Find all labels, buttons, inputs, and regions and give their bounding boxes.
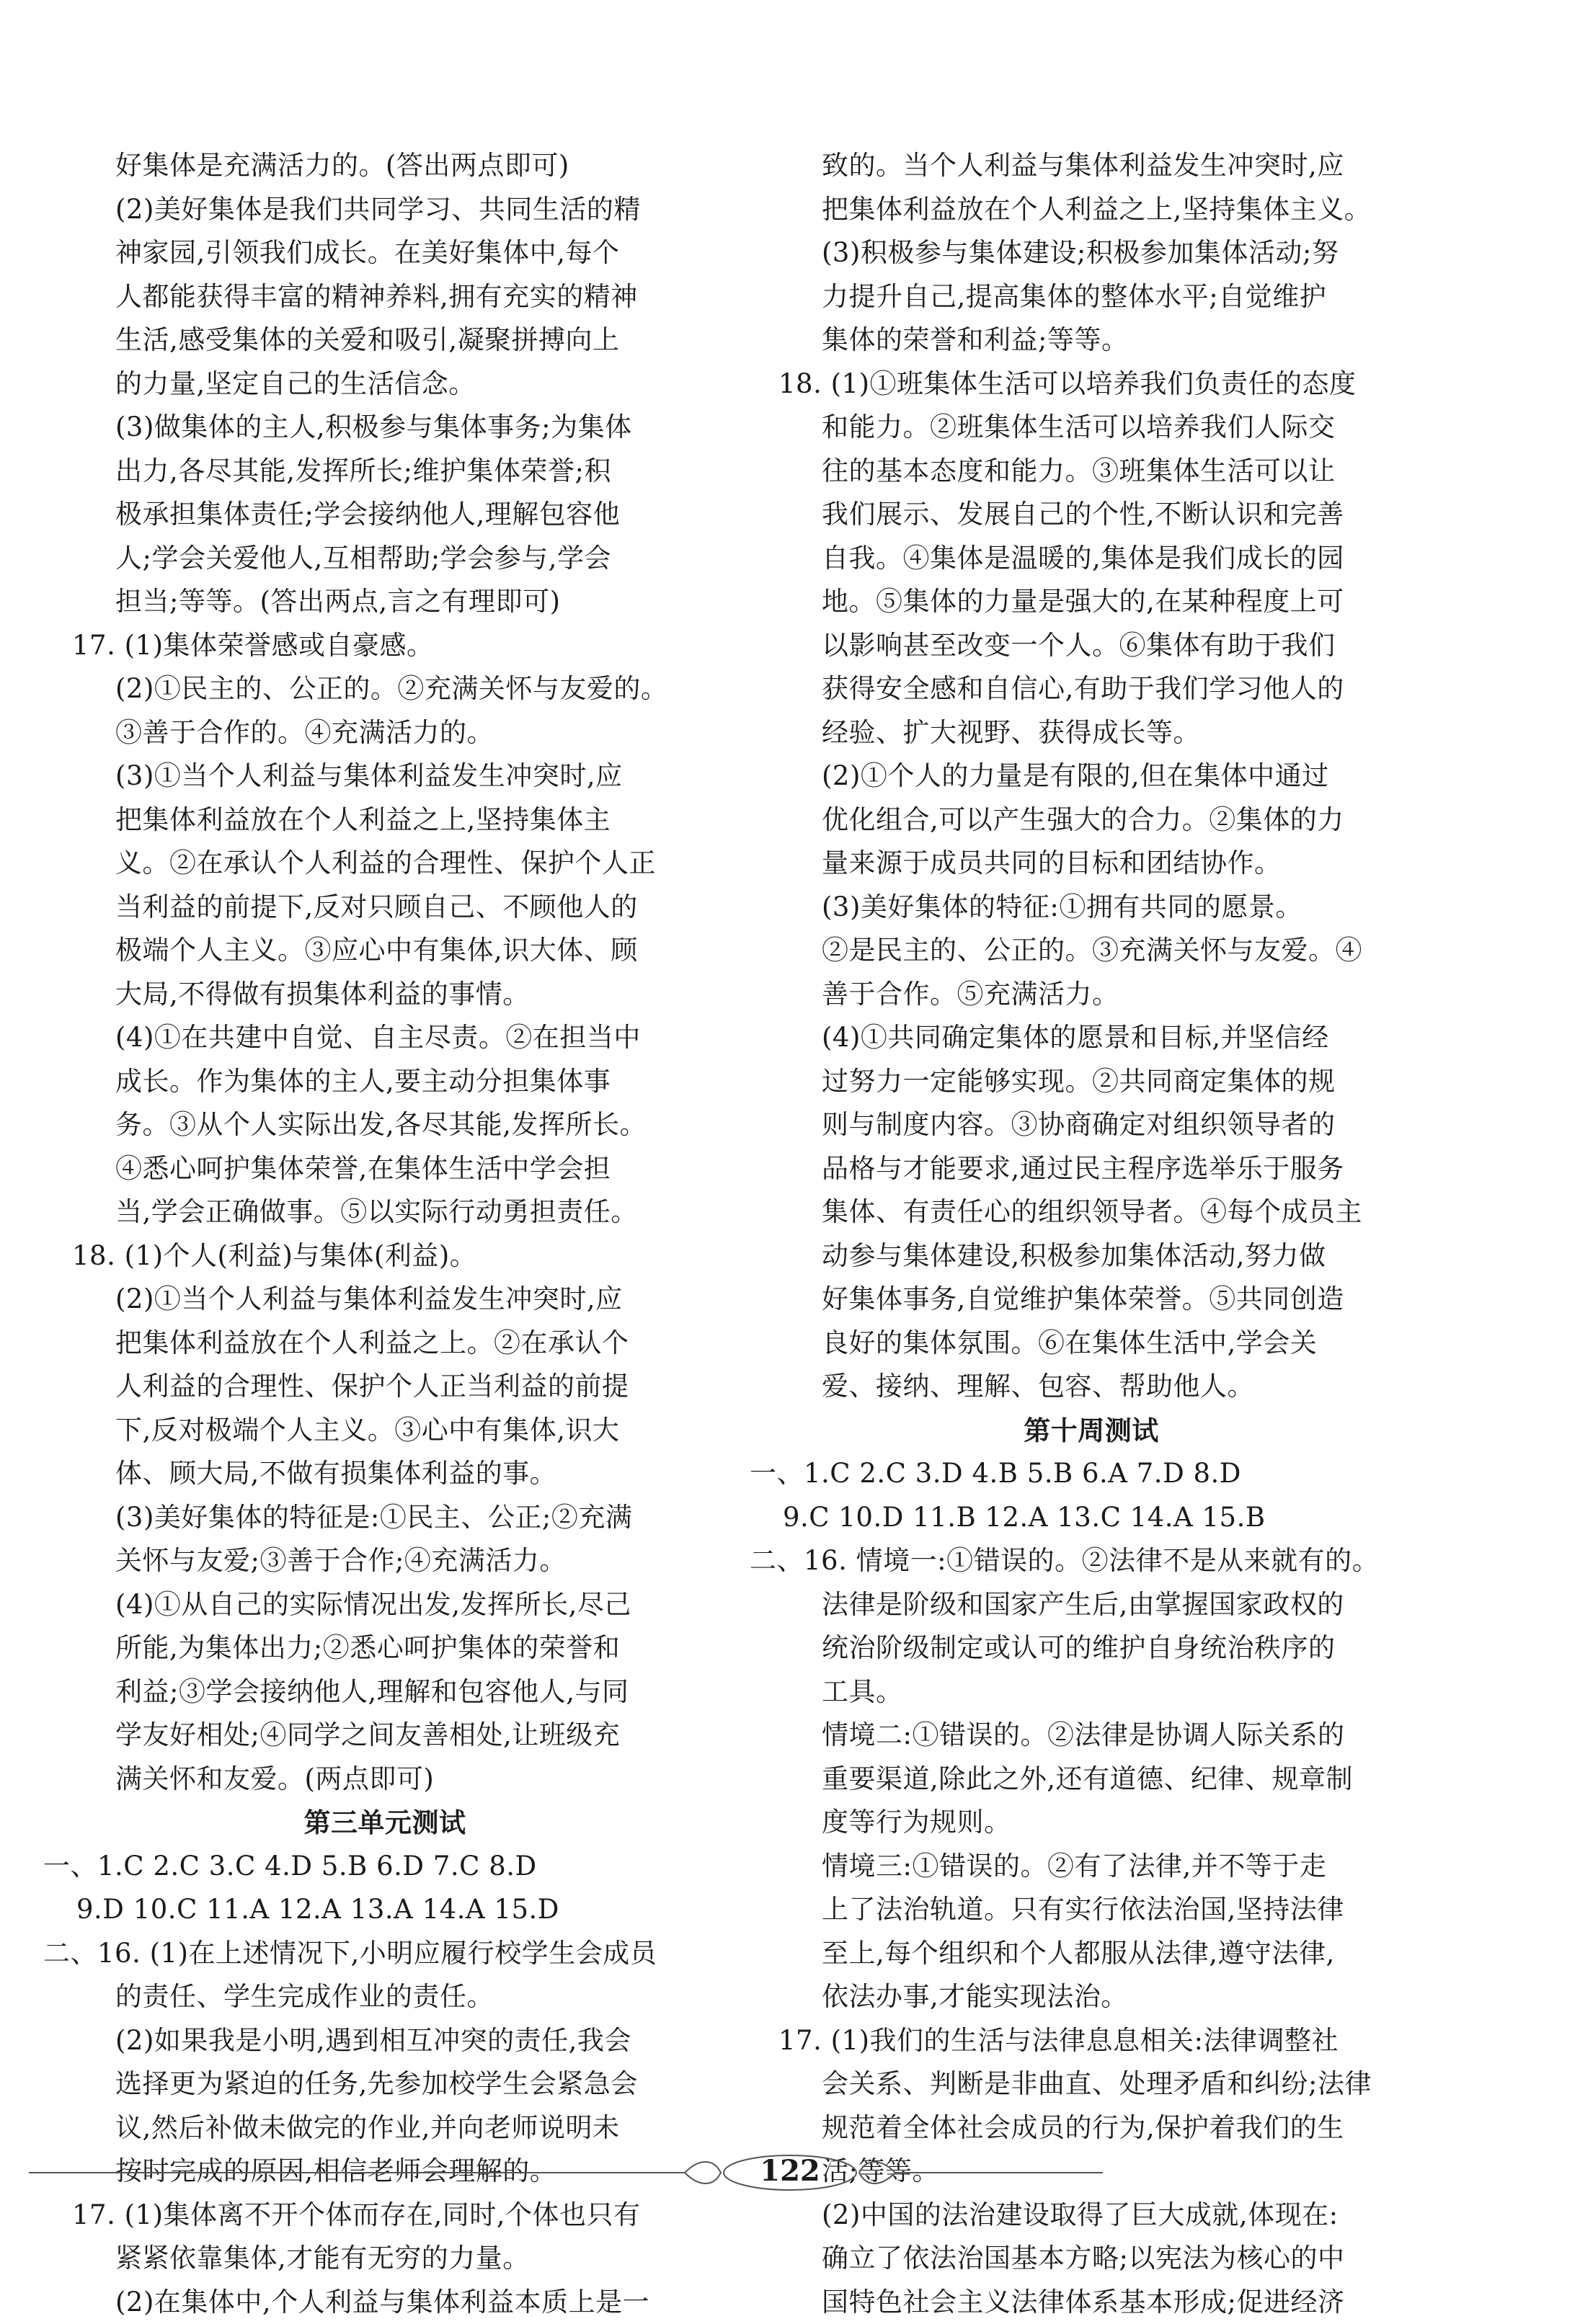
- text-line: 学友好相处;④同学之间友善相处,让班级充: [43, 1714, 727, 1758]
- text-line: 18. (1)个人(利益)与集体(利益)。: [43, 1234, 727, 1278]
- text-line: 所能,为集体出力;②悉心呵护集体的荣誉和: [43, 1626, 727, 1670]
- text-line: 把集体利益放在个人利益之上,坚持集体主: [43, 798, 727, 842]
- text-line: 成长。作为集体的主人,要主动分担集体事: [43, 1060, 727, 1104]
- section-heading: 第十周测试: [750, 1409, 1433, 1453]
- text-line: ③善于合作的。④充满活力的。: [43, 711, 727, 755]
- text-line: (2)①个人的力量是有限的,但在集体中通过: [750, 754, 1433, 798]
- text-line: 我们展示、发展自己的个性,不断认识和完善: [750, 493, 1433, 537]
- page-footer: [0, 2151, 1580, 2194]
- text-line: 17. (1)集体荣誉感或自豪感。: [43, 624, 727, 668]
- text-line: 好集体事务,自觉维护集体荣誉。⑤共同创造: [750, 1278, 1433, 1322]
- text-line: 极端个人主义。③应心中有集体,识大体、顾: [43, 929, 727, 973]
- text-line: 地。⑤集体的力量是强大的,在某种程度上可: [750, 580, 1433, 624]
- text-line: 品格与才能要求,通过民主程序选举乐于服务: [750, 1147, 1433, 1191]
- text-line: 二、16. 情境一:①错误的。②法律不是从来就有的。: [750, 1539, 1433, 1583]
- text-line: 和能力。②班集体生活可以培养我们人际交: [750, 406, 1433, 450]
- text-line: 以影响甚至改变一个人。⑥集体有助于我们: [750, 624, 1433, 668]
- text-line: 18. (1)①班集体生活可以培养我们负责任的态度: [750, 362, 1433, 406]
- text-line: 爱、接纳、理解、包容、帮助他人。: [750, 1365, 1433, 1409]
- text-line: 出力,各尽其能,发挥所长;维护集体荣誉;积: [43, 450, 727, 494]
- text-line: (3)美好集体的特征:①拥有共同的愿景。: [750, 886, 1433, 930]
- text-line: 的力量,坚定自己的生活信念。: [43, 362, 727, 406]
- text-line: 量来源于成员共同的目标和团结协作。: [750, 842, 1433, 886]
- text-line: 会关系、判断是非曲直、处理矛盾和纠纷;法律: [750, 2062, 1433, 2106]
- page-number: 122: [721, 2151, 859, 2191]
- text-line: (3)积极参与集体建设;积极参加集体活动;努: [750, 231, 1433, 275]
- text-line: 神家园,引领我们成长。在美好集体中,每个: [43, 231, 727, 275]
- text-line: 往的基本态度和能力。③班集体生活可以让: [750, 450, 1433, 494]
- text-line: 选择更为紧迫的任务,先参加校学生会紧急会: [43, 2062, 727, 2106]
- text-line: 大局,不得做有损集体利益的事情。: [43, 973, 727, 1017]
- text-line: 优化组合,可以产生强大的合力。②集体的力: [750, 798, 1433, 842]
- text-line: 集体的荣誉和利益;等等。: [750, 319, 1433, 362]
- text-line: 当,学会正确做事。⑤以实际行动勇担责任。: [43, 1190, 727, 1234]
- text-line: (4)①在共建中自觉、自主尽责。②在担当中: [43, 1016, 727, 1060]
- text-line: (2)①民主的、公正的。②充满关怀与友爱的。: [43, 667, 727, 711]
- text-line: (3)①当个人利益与集体利益发生冲突时,应: [43, 754, 727, 798]
- text-line: 人;学会关爱他人,互相帮助;学会参与,学会: [43, 537, 727, 581]
- text-line: 人都能获得丰富的精神养料,拥有充实的精神: [43, 275, 727, 319]
- text-line: 关怀与友爱;③善于合作;④充满活力。: [43, 1539, 727, 1583]
- text-line: 9.C 10.D 11.B 12.A 13.C 14.A 15.B: [750, 1496, 1433, 1540]
- text-line: 依法办事,才能实现法治。: [750, 1975, 1433, 2019]
- text-line: 自我。④集体是温暖的,集体是我们成长的园: [750, 537, 1433, 581]
- text-line: (2)在集体中,个人利益与集体利益本质上是一: [43, 2281, 727, 2324]
- text-line: 重要渠道,除此之外,还有道德、纪律、规章制: [750, 1758, 1433, 1802]
- right-column: [750, 144, 1433, 2324]
- text-line: 情境三:①错误的。②有了法律,并不等于走: [750, 1845, 1433, 1889]
- text-line: 义。②在承认个人利益的合理性、保护个人正: [43, 842, 727, 886]
- text-line: 担当;等等。(答出两点,言之有理即可): [43, 580, 727, 624]
- text-line: 善于合作。⑤充满活力。: [750, 973, 1433, 1017]
- text-line: 经验、扩大视野、获得成长等。: [750, 711, 1433, 755]
- text-line: ②是民主的、公正的。③充满关怀与友爱。④: [750, 929, 1433, 973]
- section-heading: 第三单元测试: [43, 1801, 727, 1845]
- text-line: 的责任、学生完成作业的责任。: [43, 1975, 727, 2019]
- text-line: 良好的集体氛围。⑥在集体生活中,学会关: [750, 1322, 1433, 1366]
- text-line: 按时完成的原因,相信老师会理解的。: [43, 2150, 727, 2194]
- text-line: 体、顾大局,不做有损集体利益的事。: [43, 1452, 727, 1496]
- text-line: 确立了依法治国基本方略;以宪法为核心的中: [750, 2237, 1433, 2281]
- text-line: 二、16. (1)在上述情况下,小明应履行校学生会成员: [43, 1932, 727, 1976]
- text-line: 情境二:①错误的。②法律是协调人际关系的: [750, 1714, 1433, 1758]
- text-line: (2)如果我是小明,遇到相互冲突的责任,我会: [43, 2019, 727, 2063]
- text-line: 一、1.C 2.C 3.D 4.B 5.B 6.A 7.D 8.D: [750, 1452, 1433, 1496]
- text-line: 9.D 10.C 11.A 12.A 13.A 14.A 15.D: [43, 1888, 727, 1932]
- text-line: 规范着全体社会成员的行为,保护着我们的生: [750, 2106, 1433, 2150]
- text-line: 议,然后补做未做完的作业,并向老师说明未: [43, 2106, 727, 2150]
- text-line: 一、1.C 2.C 3.C 4.D 5.B 6.D 7.C 8.D: [43, 1845, 727, 1889]
- text-line: 把集体利益放在个人利益之上,坚持集体主义。: [750, 188, 1433, 232]
- text-line: 则与制度内容。③协商确定对组织领导者的: [750, 1103, 1433, 1147]
- text-line: 17. (1)我们的生活与法律息息相关:法律调整社: [750, 2019, 1433, 2063]
- text-line: (2)美好集体是我们共同学习、共同生活的精: [43, 188, 727, 232]
- text-line: 法律是阶级和国家产生后,由掌握国家政权的: [750, 1583, 1433, 1627]
- text-line: 好集体是充满活力的。(答出两点即可): [43, 144, 727, 188]
- text-line: 集体、有责任心的组织领导者。④每个成员主: [750, 1190, 1433, 1234]
- text-line: 度等行为规则。: [750, 1801, 1433, 1845]
- left-column: [43, 144, 727, 2324]
- text-line: 活;等等。: [750, 2150, 1433, 2194]
- text-line: 利益;③学会接纳他人,理解和包容他人,与同: [43, 1670, 727, 1714]
- text-line: (3)美好集体的特征是:①民主、公正;②充满: [43, 1496, 727, 1540]
- text-line: 致的。当个人利益与集体利益发生冲突时,应: [750, 144, 1433, 188]
- text-line: ④悉心呵护集体荣誉,在集体生活中学会担: [43, 1147, 727, 1191]
- text-line: 至上,每个组织和个人都服从法律,遵守法律,: [750, 1932, 1433, 1976]
- text-line: 获得安全感和自信心,有助于我们学习他人的: [750, 667, 1433, 711]
- text-line: 人利益的合理性、保护个人正当利益的前提: [43, 1365, 727, 1409]
- text-line: 下,反对极端个人主义。③心中有集体,识大: [43, 1409, 727, 1453]
- text-line: 17. (1)集体离不开个体而存在,同时,个体也只有: [43, 2194, 727, 2238]
- text-line: (3)做集体的主人,积极参与集体事务;为集体: [43, 406, 727, 450]
- text-line: 国特色社会主义法律体系基本形成;促进经济: [750, 2281, 1433, 2324]
- text-line: 上了法治轨道。只有实行依法治国,坚持法律: [750, 1888, 1433, 1932]
- text-line: (4)①共同确定集体的愿景和目标,并坚信经: [750, 1016, 1433, 1060]
- text-line: 过努力一定能够实现。②共同商定集体的规: [750, 1060, 1433, 1104]
- text-line: 工具。: [750, 1670, 1433, 1714]
- text-line: (4)①从自己的实际情况出发,发挥所长,尽己: [43, 1583, 727, 1627]
- text-line: 务。③从个人实际出发,各尽其能,发挥所长。: [43, 1103, 727, 1147]
- text-line: 满关怀和友爱。(两点即可): [43, 1758, 727, 1802]
- text-line: 当利益的前提下,反对只顾自己、不顾他人的: [43, 886, 727, 930]
- text-line: 紧紧依靠集体,才能有无穷的力量。: [43, 2237, 727, 2281]
- text-line: 统治阶级制定或认可的维护自身统治秩序的: [750, 1626, 1433, 1670]
- text-line: 极承担集体责任;学会接纳他人,理解包容他: [43, 493, 727, 537]
- text-line: 动参与集体建设,积极参加集体活动,努力做: [750, 1234, 1433, 1278]
- text-line: 力提升自己,提高集体的整体水平;自觉维护: [750, 275, 1433, 319]
- text-line: (2)①当个人利益与集体利益发生冲突时,应: [43, 1278, 727, 1322]
- text-line: 把集体利益放在个人利益之上。②在承认个: [43, 1322, 727, 1366]
- text-line: (2)中国的法治建设取得了巨大成就,体现在:: [750, 2194, 1433, 2238]
- text-line: 生活,感受集体的关爱和吸引,凝聚拼搏向上: [43, 319, 727, 362]
